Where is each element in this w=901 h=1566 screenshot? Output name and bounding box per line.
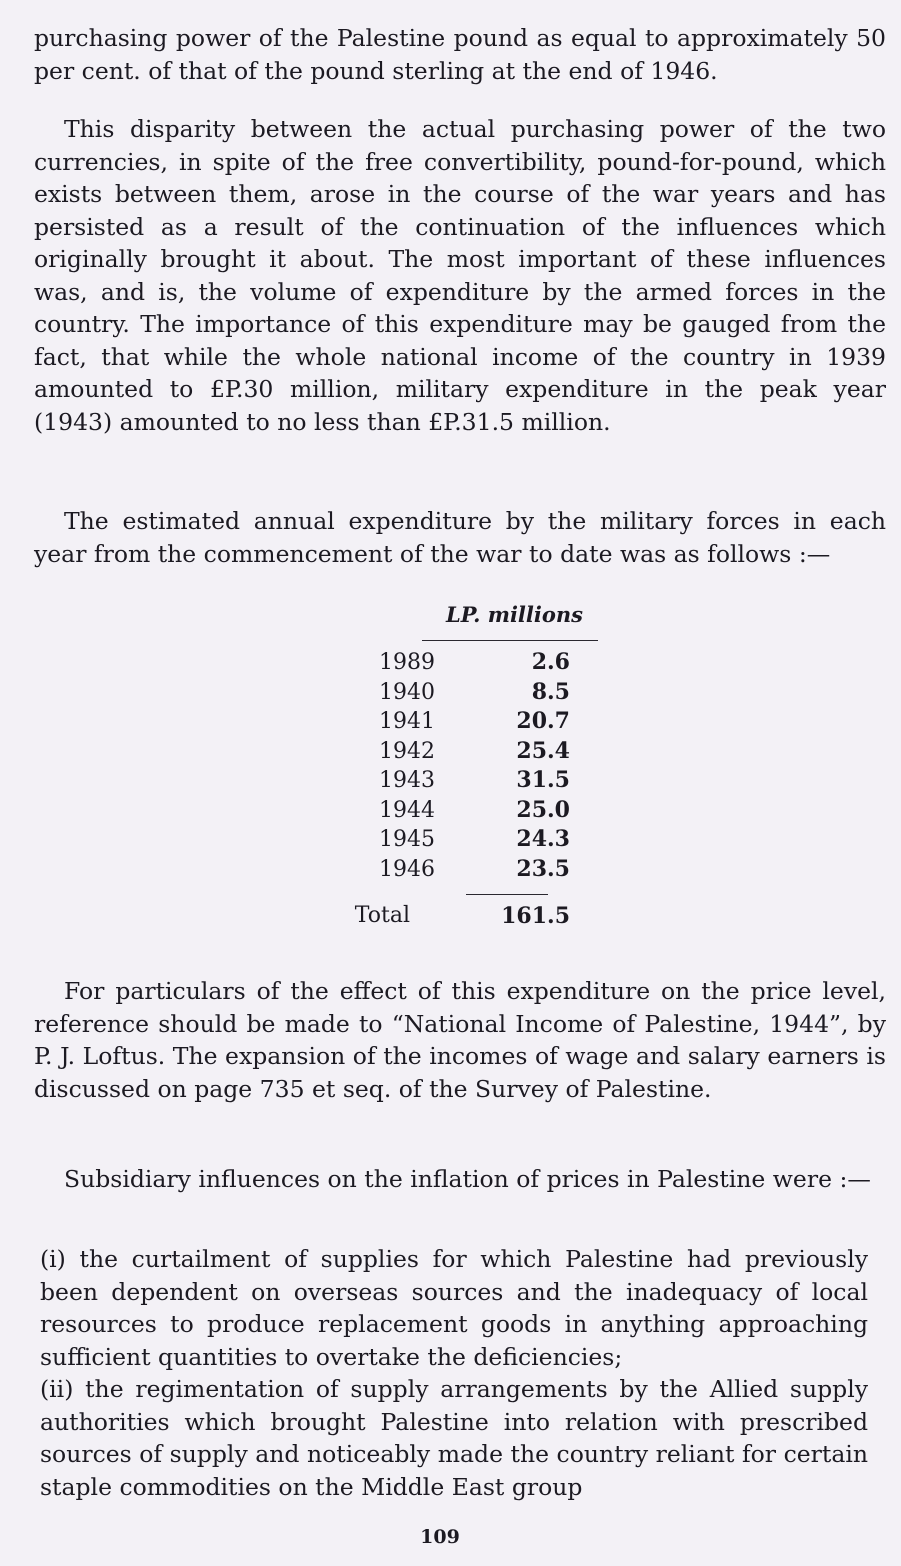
table-row-year: 1989 [379,650,435,675]
table-row-value: 20.7 [516,708,570,734]
expenditure-table [340,648,610,884]
table-row-year: 1940 [379,679,435,705]
page-number: 109 [420,1526,460,1548]
list-item-curtailment: (i) the curtailment of supplies for which Palestine had previously been dependent on overseas sources and the inadequacy of local resources to produce replacement goods in anything approaching sufficient quantities to overtake the deficiencies; [40,1245,868,1371]
total-value: 161.5 [501,903,570,929]
table-column-header: LP. millions [446,602,583,627]
table-row-year: 1943 [379,768,435,793]
paragraph-estimated-expenditure: The estimated annual expenditure by the military forces in each year from the commencement of the war to date was as follows :— [34,507,886,568]
table-row-year: 1944 [379,797,435,823]
table-row [340,796,610,826]
table-row [340,678,610,708]
table-total-rule [466,894,548,895]
table-row [340,707,610,737]
table-row-value: 31.5 [516,767,570,793]
table-row-value: 23.5 [516,855,570,882]
total-label: Total [354,903,410,928]
table-row-value: 24.3 [516,826,570,852]
paragraph-disparity: This disparity between the actual purchasing power of the two currencies, in spite of the free convertibility, pound-for-pound, which exists between them, arose in the course of the war years and has persisted as a result of the continuation of the influences which originally brought it about. The most important of these influences was, and is, the volume of expenditure by the armed forces in the country. The importance of this expenditure may be gauged from the fact, that while the whole national income of the country in 1939 amounted to £P.30 million, military expenditure in the peak year (1943) amounted to no less than £P.31.5 million. [34,115,886,436]
table-row-value: 25.0 [516,796,570,823]
table-row [340,737,610,767]
table-total-row [340,900,610,932]
table-row-year: 1942 [379,738,435,764]
paragraph-purchasing-power: purchasing power of the Palestine pound as equal to approximately 50 per cent. of that of the pound sterling at the end of 1946. [34,24,886,85]
paragraph-subsidiary-influences: Subsidiary influences on the inflation of prices in Palestine were :— [64,1165,871,1193]
table-row-value: 8.5 [531,678,570,705]
table-row [340,825,610,855]
table-row [340,648,610,678]
table-row-value: 25.4 [516,737,570,764]
table-row [340,766,610,796]
list-item-regimentation: (ii) the regimentation of supply arrangements by the Allied supply authorities which brought Palestine into relation with prescribed sources of supply and noticeably made the country reliant for certain staple commodities on the Middle East group [40,1375,868,1501]
table-row-year: 1946 [379,856,435,882]
table-row-year: 1941 [379,709,435,734]
table-row [340,855,610,885]
table-row-year: 1945 [379,827,435,852]
paragraph-particulars: For particulars of the effect of this expenditure on the price level, reference should be made to “National Income of Palestine, 1944”, by P. J. Loftus. The expansion of the incomes of wage and salary earners is discussed on page 735 et seq. of the Survey of Palestine. [34,977,886,1103]
table-header-rule [422,640,598,641]
table-row-value: 2.6 [531,649,570,675]
